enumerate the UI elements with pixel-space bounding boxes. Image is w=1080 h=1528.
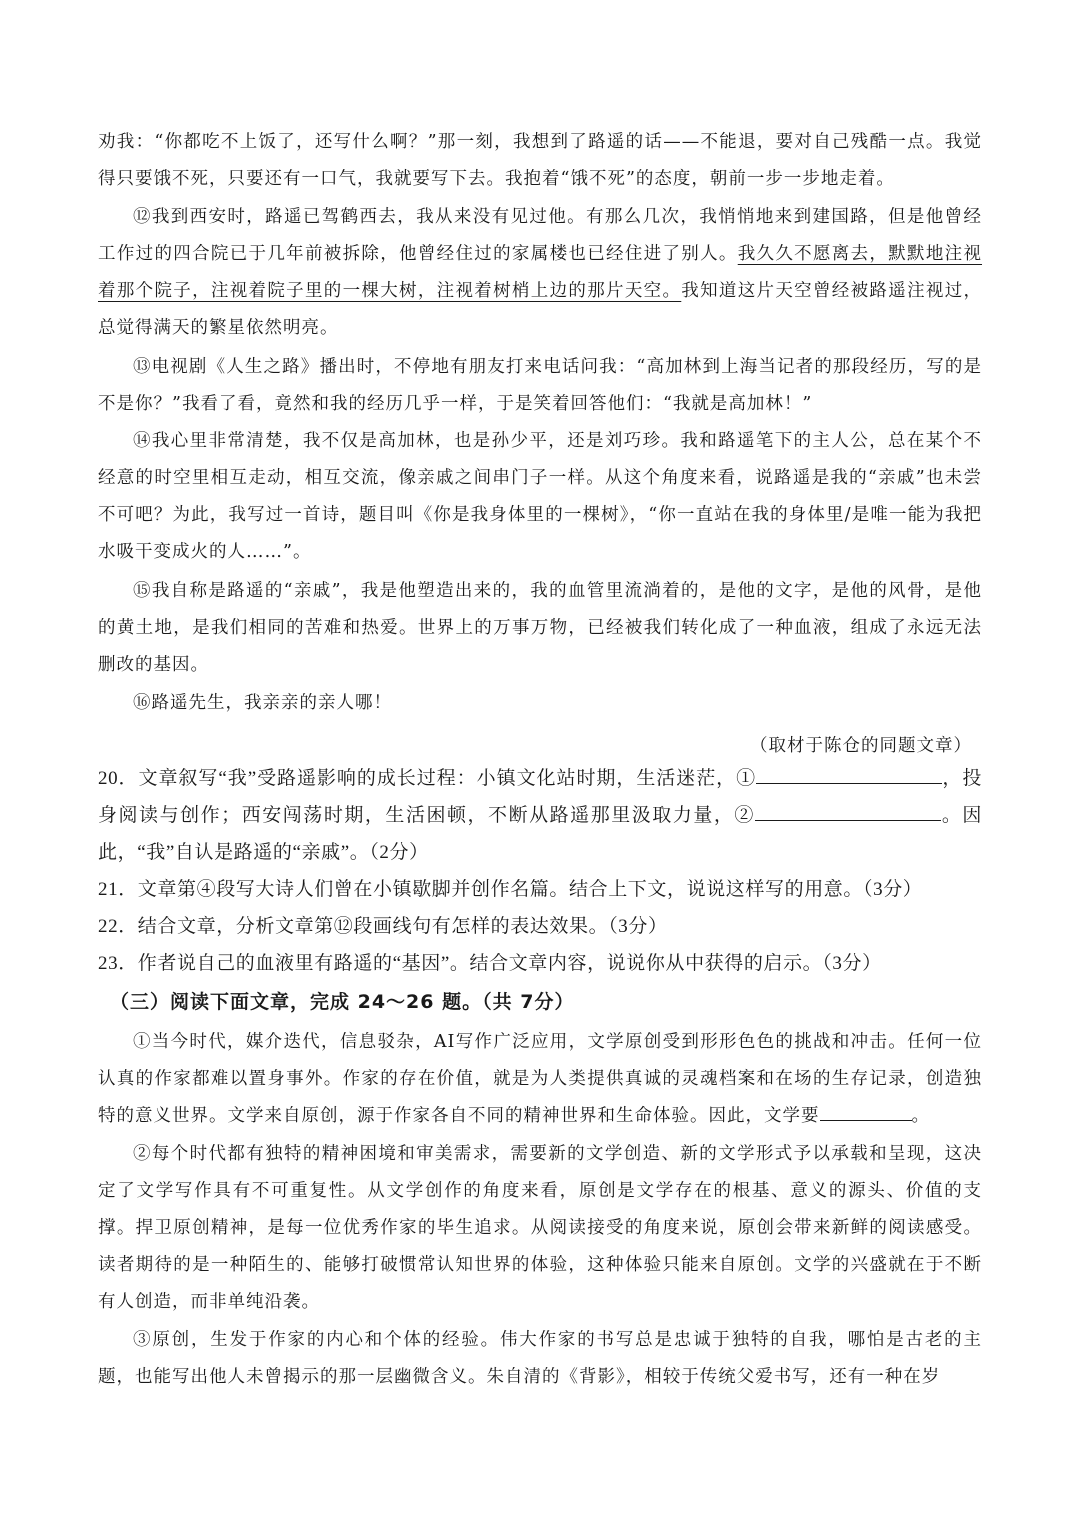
paragraph-12-text: ⑫我到西安时，路遥已驾鹤西去，我从来没有见过他。有那么几次，我悄悄地来到建国路，但是他曾经工作过的四合院已于几年前被拆除，他曾经住过的家属楼也已经住进了别人。 bbox=[98, 207, 982, 264]
underlined-sentence: 我久久不愿离去，默默地注视着那个院子，注视着院子里的一棵大树，注视着树梢上边的那片天空。 bbox=[98, 244, 983, 301]
paragraph-12-text-end: 我知道这片天空曾经被路遥注视过，总觉得满天的繁星依然明亮。 bbox=[98, 281, 983, 338]
paragraph-14: ⑭我心里非常清楚，我不仅是高加林，也是孙少平，还是刘巧珍。我和路遥笔下的主人公，总在某个不经意的时空里相互走动，相互交流，像亲戚之间串门子一样。从这个角度来看，说路遥是我的“亲戚”也未尝不可吧？为此，我写过一首诗，题目叫《你是我身体里的一棵树》，“你一直站在我的身体里/是唯一能为我把水吸干变成火的人……”。 bbox=[98, 431, 982, 562]
paragraph-12 bbox=[98, 199, 982, 347]
source-attribution: （取材于陈仓的同题文章） bbox=[750, 736, 972, 756]
paragraph-11-continued: 劝我：“你都吃不上饭了，还写什么啊？”那一刻，我想到了路遥的话——不能退，要对自己残酷一点。我觉得只要饿不死，只要还有一口气，我就要写下去。我抱着“饿不死”的态度，朝前一步一步地走着。 bbox=[98, 132, 982, 189]
section-3-paragraph-1-text: ①当今时代，媒介迭代，信息驳杂，AI写作广泛应用，文学原创受到形形色色的挑战和冲击。任何一位认真的作家都难以置身事外。作家的存在价值，就是为人类提供真诚的灵魂档案和在场的生存记录，创造独特的意义世界。文学来自原创，源于作家各自不同的精神世界和生命体验。因此，文学要 bbox=[98, 1032, 982, 1126]
paragraph-16: ⑯路遥先生，我亲亲的亲人哪！ bbox=[133, 693, 392, 713]
question-20-text-mid: ，投身阅读与创作；西安闯荡时期，生活困顿，不断从路遥那里汲取力量，② bbox=[98, 768, 982, 826]
question-22: 22．结合文章，分析文章第⑫段画线句有怎样的表达效果。（3分） bbox=[98, 916, 668, 937]
section-3-paragraph-3: ③原创，生发于作家的内心和个体的经验。伟大作家的书写总是忠诚于独特的自我，哪怕是古老的主题，也能写出他人未曾揭示的那一层幽微含义。朱自清的《背影》，相较于传统父爱书写，还有一种在岁 bbox=[98, 1330, 982, 1387]
question-20 bbox=[98, 760, 982, 871]
section-3-paragraph-1-end: 。 bbox=[911, 1106, 930, 1126]
paragraph-13: ⑬电视剧《人生之路》播出时，不停地有朋友打来电话问我：“高加林到上海当记者的那段经历，写的是不是你？”我看了看，竟然和我的经历几乎一样，于是笑着回答他们：“我就是高加林！” bbox=[98, 357, 982, 414]
question-20-text-end: 。因此，“我”自认是路遥的“亲戚”。（2分） bbox=[98, 805, 982, 863]
question-21: 21．文章第④段写大诗人们曾在小镇歇脚并创作名篇。结合上下文，说说这样写的用意。（3分） bbox=[98, 879, 923, 900]
section-heading: （三）阅读下面文章，完成 24～26 题。（共 7分） bbox=[110, 991, 575, 1013]
question-23: 23．作者说自己的血液里有路遥的“基因”。结合文章内容，说说你从中获得的启示。（3分） bbox=[98, 953, 882, 974]
answer-blank-1[interactable] bbox=[756, 763, 942, 784]
section-3-paragraph-2: ②每个时代都有独特的精神困境和审美需求，需要新的文学创造、新的文学形式予以承载和呈现，这决定了文学写作具有不可重复性。从文学创作的角度来看，原创是文学存在的根基、意义的源头、价值的支撑。捍卫原创精神，是每一位优秀作家的毕生追求。从阅读接受的角度来说，原创会带来新鲜的阅读感受。读者期待的是一种陌生的、能够打破惯常认知世界的体验，这种体验只能来自原创。文学的兴盛就在于不断有人创造，而非单纯沿袭。 bbox=[98, 1144, 982, 1312]
paragraph-15: ⑮我自称是路遥的“亲戚”，我是他塑造出来的，我的血管里流淌着的，是他的文字，是他的风骨，是他的黄土地，是我们相同的苦难和热爱。世界上的万事万物，已经被我们转化成了一种血液，组成了永远无法删改的基因。 bbox=[98, 581, 982, 675]
question-20-text: 20．文章叙写“我”受路遥影响的成长过程：小镇文化站时期，生活迷茫，① bbox=[98, 768, 757, 789]
section-3-paragraph-1 bbox=[98, 1024, 982, 1135]
answer-blank-2[interactable] bbox=[755, 800, 941, 821]
answer-blank-3[interactable] bbox=[820, 1100, 912, 1121]
